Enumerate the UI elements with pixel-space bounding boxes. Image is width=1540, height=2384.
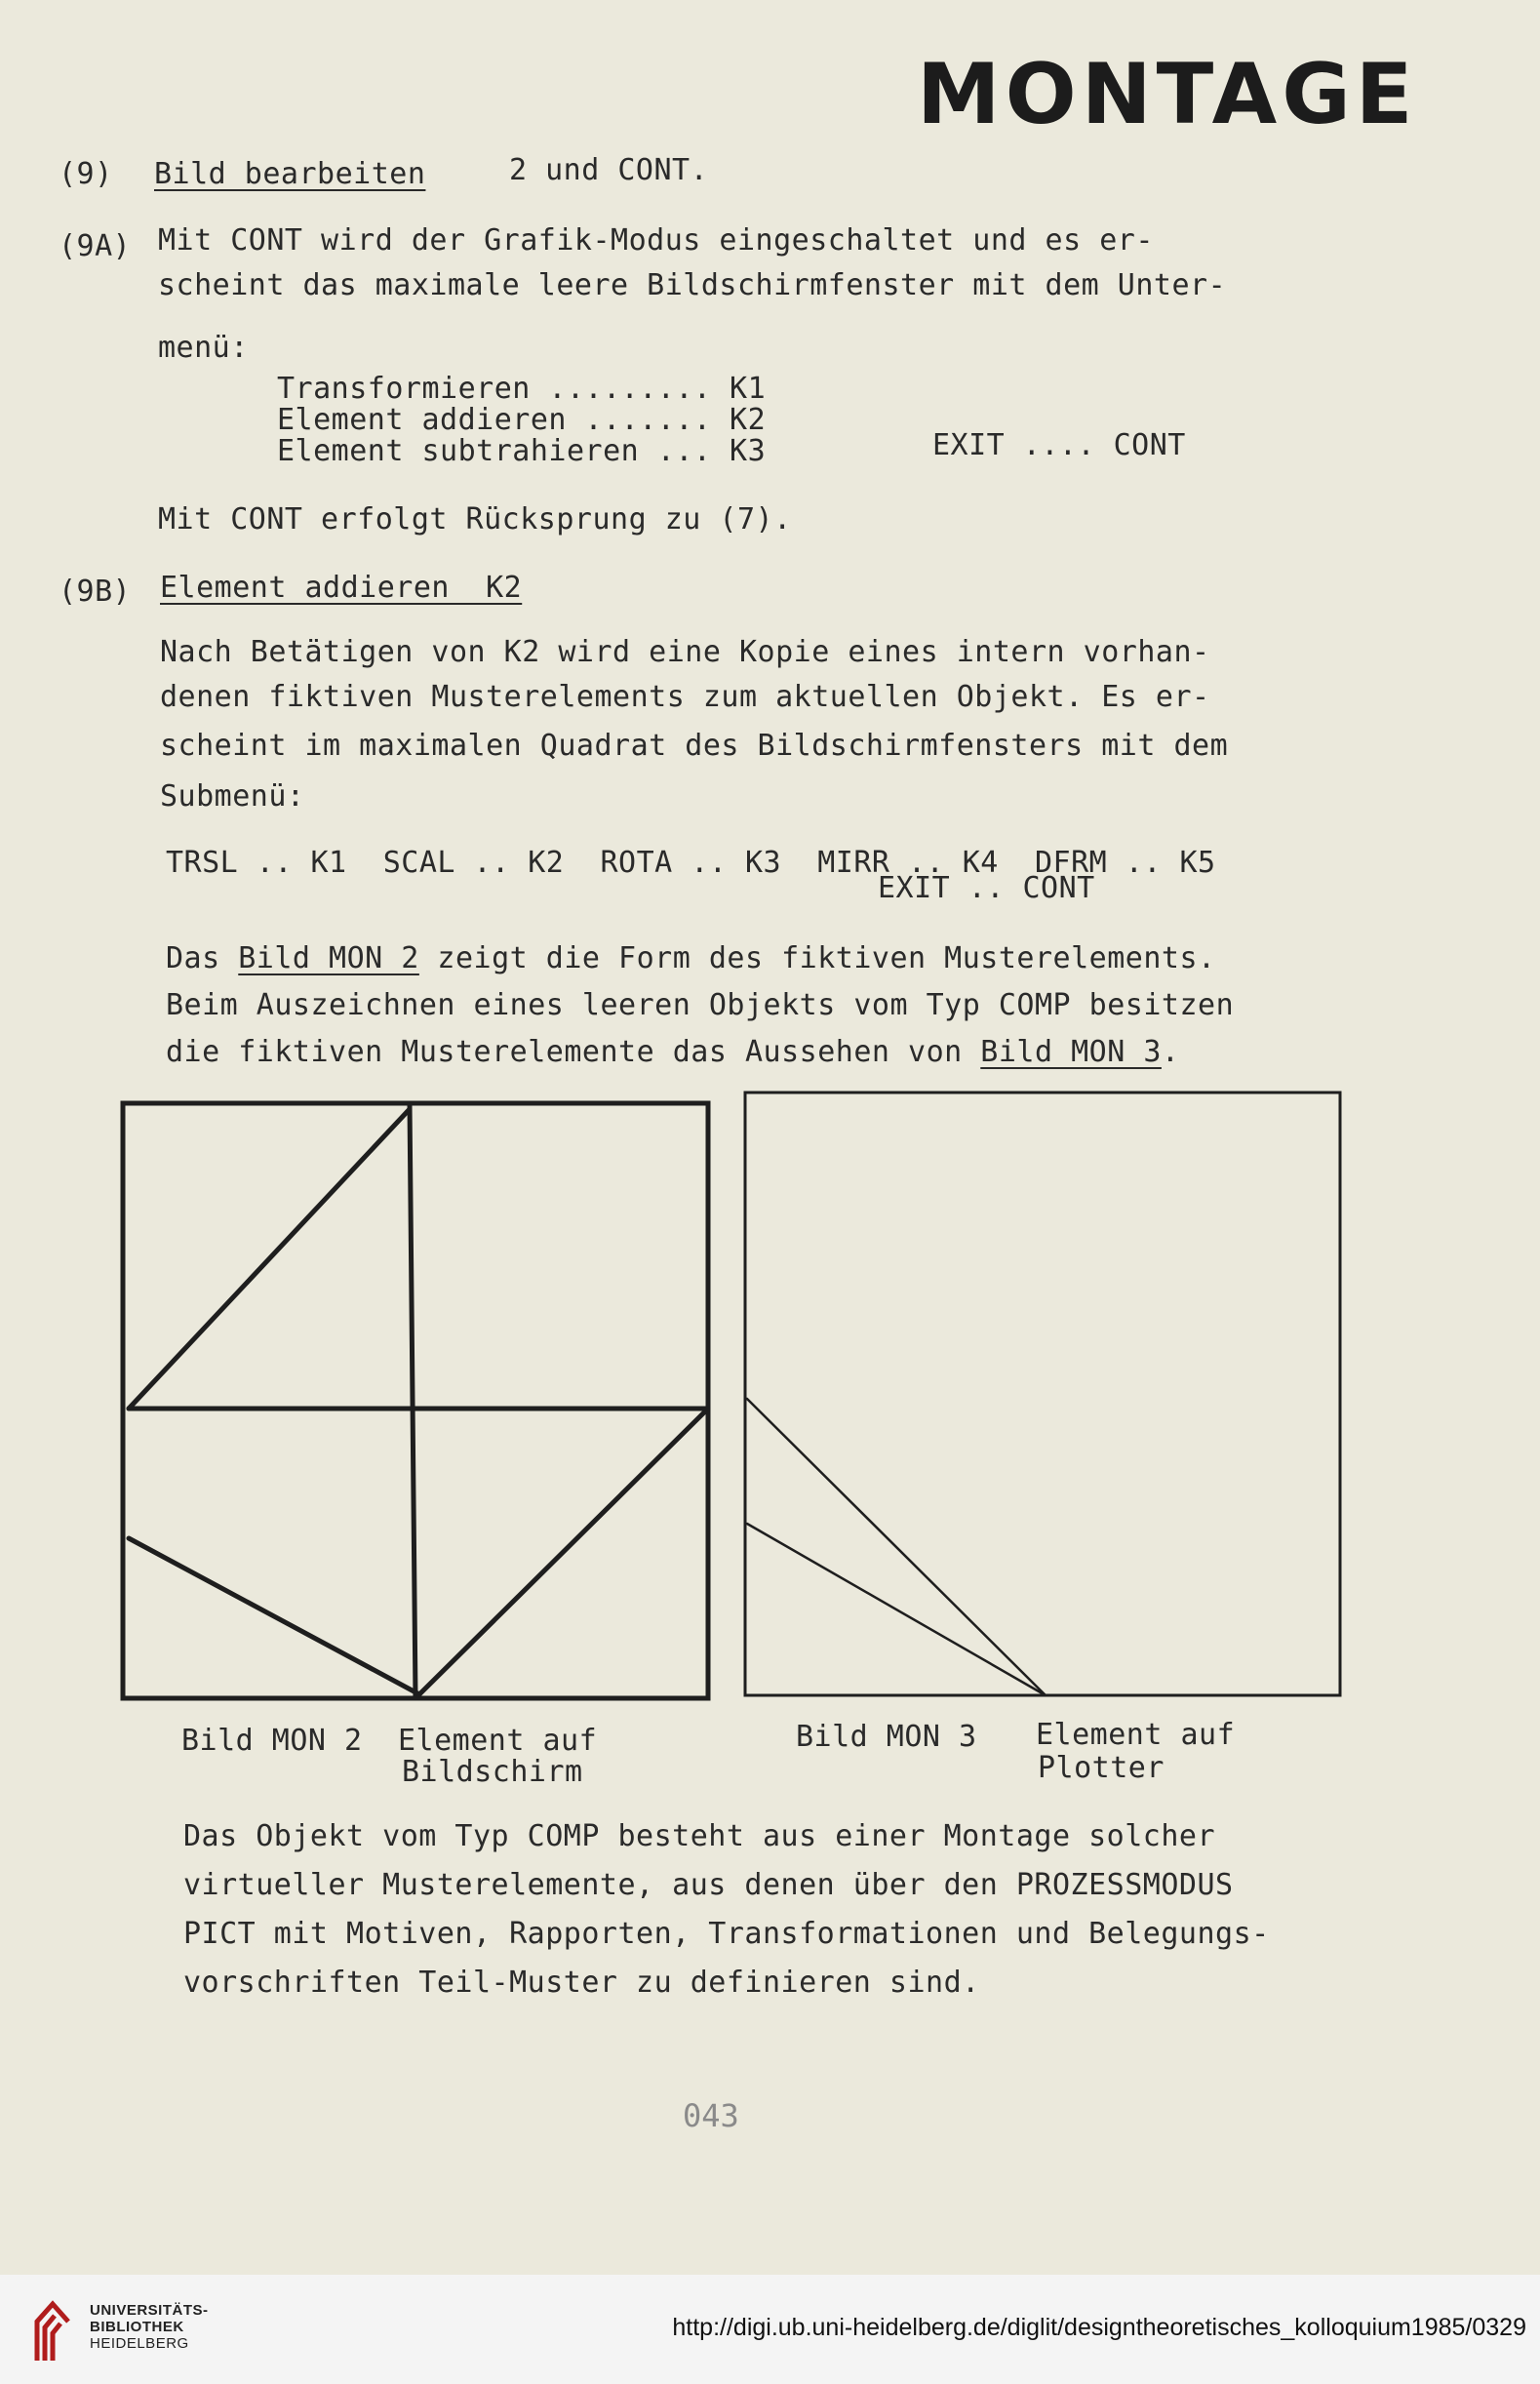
closing-line1: Das Objekt vom Typ COMP besteht aus einer Montage solcher — [183, 1819, 1216, 1853]
library-name-line2: BIBLIOTHEK — [90, 2319, 184, 2335]
section-9b-p1-line2: denen fiktiven Musterelements zum aktuellen Objekt. Es er- — [160, 680, 1210, 714]
closing-line2: virtueller Musterelemente, aus denen über den PROZESSMODUS — [183, 1868, 1234, 1902]
section-9a-line1: Mit CONT wird der Grafik-Modus eingeschaltet und es er- — [158, 223, 1154, 258]
section-9-number: (9) — [59, 157, 113, 191]
caption-mon3-label: Bild MON 3 — [796, 1720, 977, 1754]
section-9b-number: (9B) — [59, 575, 132, 609]
caption-mon2-text1: Element auf — [398, 1724, 598, 1758]
menu-element-addieren: Element addieren ....... K2 — [277, 403, 767, 437]
section-9b-p2-line3: die fiktiven Musterelemente das Aussehen von Bild MON 3. — [166, 1035, 1180, 1069]
library-name-line1: UNIVERSITÄTS- — [90, 2302, 209, 2319]
section-9a-line2: scheint das maximale leere Bildschirmfenster mit dem Unter- — [158, 268, 1227, 302]
submenu-exit: EXIT .. CONT — [878, 871, 1095, 905]
figure-mon2 — [117, 1097, 722, 1712]
mon2-vertical-divider — [410, 1103, 415, 1698]
menu-exit-cont: EXIT .... CONT — [932, 428, 1186, 462]
page-header-montage: MONTAGE — [917, 46, 1418, 143]
section-9b-p2-line2: Beim Auszeichnen eines leeren Objekts vom Typ COMP besitzen — [166, 988, 1235, 1022]
section-9b-p2-line1: Das Bild MON 2 zeigt die Form des fiktiven Musterelements. — [166, 941, 1216, 975]
mon3-frame — [745, 1093, 1340, 1695]
section-9b-title: Element addieren K2 — [160, 571, 523, 605]
section-9b-p1-line1: Nach Betätigen von K2 wird eine Kopie eines intern vorhan- — [160, 635, 1210, 669]
menu-element-subtrahieren: Element subtrahieren ... K3 — [277, 434, 767, 468]
caption-mon3-text2: Plotter — [1038, 1751, 1165, 1785]
mon2-diagonal-upper — [129, 1109, 410, 1409]
viewer-footer — [0, 2275, 1540, 2384]
mon3-line-upper — [747, 1399, 1046, 1695]
mon3-line-lower — [747, 1524, 1046, 1695]
section-9b-p1-line3: scheint im maximalen Quadrat des Bildschirmfensters mit dem — [160, 729, 1229, 763]
submenu-line1: TRSL .. K1 SCAL .. K2 ROTA .. K3 MIRR .. K4 DFRM .. K5 — [166, 846, 1216, 880]
figure-mon3 — [741, 1091, 1346, 1705]
section-9b-p1-line4: Submenü: — [160, 779, 305, 814]
page-number: 043 — [683, 2097, 739, 2134]
section-9a-line3: menü: — [158, 331, 249, 365]
caption-mon2-text2: Bildschirm — [402, 1755, 583, 1789]
section-9-title: Bild bearbeiten — [154, 157, 426, 191]
closing-line4: vorschriften Teil-Muster zu definieren sind. — [183, 1966, 980, 2000]
menu-transformieren: Transformieren ......... K1 — [277, 372, 767, 406]
closing-line3: PICT mit Motiven, Rapporten, Transformationen und Belegungs- — [183, 1917, 1270, 1951]
library-logo-icon — [29, 2292, 76, 2368]
section-9a-return: Mit CONT erfolgt Rücksprung zu (7). — [158, 502, 792, 536]
library-name-line3: HEIDELBERG — [90, 2335, 189, 2352]
caption-mon2-label: Bild MON 2 — [181, 1724, 363, 1758]
section-9a-number: (9A) — [59, 229, 132, 263]
section-9-rest: 2 und CONT. — [509, 153, 709, 187]
mon2-diagonal-lower-right — [419, 1409, 708, 1694]
library-name — [90, 2302, 209, 2352]
caption-mon3-text1: Element auf — [1036, 1718, 1236, 1752]
mon2-diagonal-lower-left — [129, 1538, 419, 1694]
permalink-url[interactable]: http://digi.ub.uni-heidelberg.de/diglit/designtheoretisches_kolloquium1985/0329 — [672, 2314, 1526, 2341]
